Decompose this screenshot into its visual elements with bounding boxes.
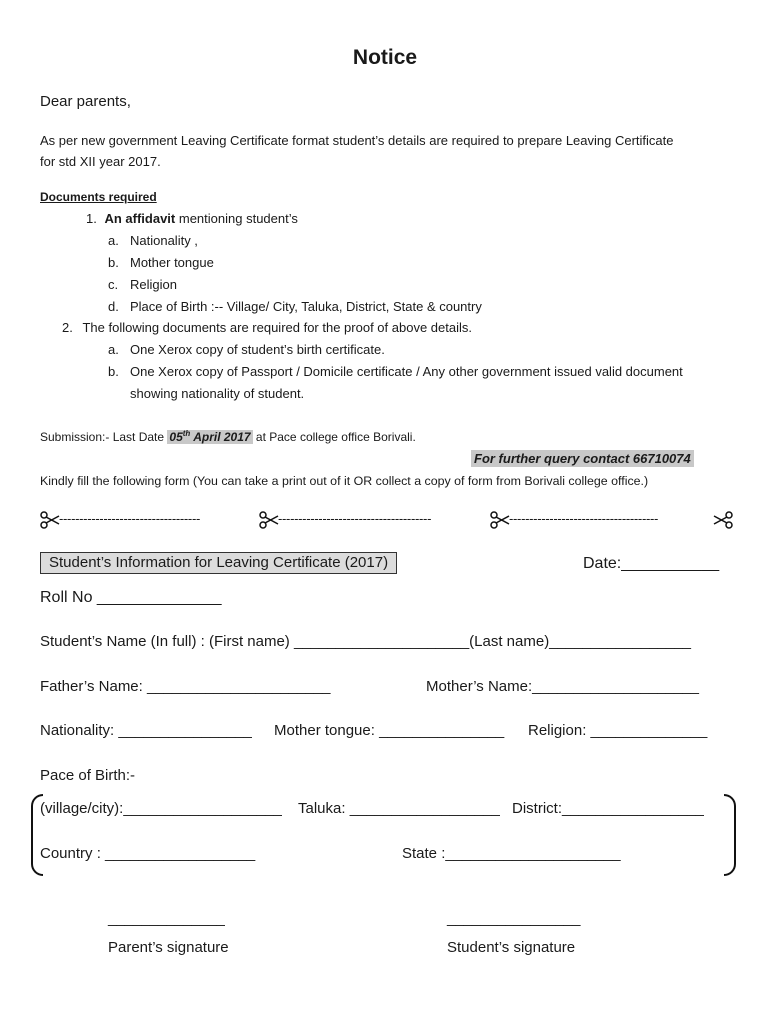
scissors-icon [259,510,279,530]
item-1-text: mentioning student’s [175,211,298,226]
country-field: Country : __________________ [40,845,256,862]
notice-title: Notice [352,46,418,69]
submission-line [40,429,416,444]
item-1-bold: An affidavit [104,211,176,226]
sub-text: One Xerox copy of student’s birth certificate. [130,342,385,357]
sub-item-1c [108,277,177,292]
village-city-field: (village/city):___________________ [40,800,282,817]
sub-text: One Xerox copy of Passport / Domicile certificate / Any other government issued valid document [130,364,683,379]
student-signature-line: ________________ [447,910,581,927]
date-suffix: th [182,429,191,438]
form-date: Date:___________ [583,555,720,572]
parent-signature-label: Parent’s signature [108,939,229,956]
sub-item-1b [108,255,214,270]
cut-dashes-2: -------------------------------------- [278,511,432,526]
student-name-field: Student’s Name (In full) : (First name) _____________________(Last name)_________________ [40,633,692,650]
scissors-icon [490,510,510,530]
place-of-birth-label: Pace of Birth:- [40,767,136,784]
sub-item-2b [108,364,683,379]
date-day: 05 [169,430,183,444]
query-contact: For further query contact 66710074 [471,450,694,467]
cut-dashes-3: ------------------------------------- [509,511,659,526]
submission-suffix: at Pace college office Borivali. [252,430,416,444]
intro-line-1: As per new government Leaving Certificate format student’s details are required to prepare Leaving Certificate [40,133,674,148]
district-field: District:_________________ [512,800,704,817]
mother-name-field: Mother’s Name:____________________ [426,678,699,695]
cut-dashes-1: ----------------------------------- [59,511,201,526]
sub-text: Place of Birth :-- Village/ City, Taluka, District, State & country [130,299,482,314]
state-field: State :_____________________ [402,845,621,862]
student-signature-label: Student’s signature [447,939,576,956]
item-1 [86,211,298,226]
religion-field: Religion: ______________ [528,722,708,739]
fill-note: Kindly fill the following form (You can take a print out of it OR collect a copy of form from Borivali college office.) [40,474,649,488]
scissors-icon [40,510,60,530]
date-month-year: April 2017 [190,430,251,444]
salutation: Dear parents, [40,93,131,110]
sub-text: Religion [130,277,177,292]
sub-item-1a [108,233,198,248]
nationality-field: Nationality: ________________ [40,722,252,739]
documents-heading: Documents required [40,190,157,204]
sub-letter: a. [108,233,119,248]
right-bracket [724,794,736,876]
sub-letter: b. [108,364,119,379]
intro-line-2: for std XII year 2017. [40,154,161,169]
form-header: Student’s Information for Leaving Certificate (2017) [40,552,397,574]
sub-letter: d. [108,299,119,314]
sub-text: Mother tongue [130,255,214,270]
taluka-field: Taluka: __________________ [298,800,500,817]
scissors-icon [713,510,733,530]
item-2-number: 2. [62,320,73,335]
father-name-field: Father’s Name: ______________________ [40,678,331,695]
sub-item-2b-continued: showing nationality of student. [130,386,305,401]
sub-letter: a. [108,342,119,357]
last-date [167,430,252,444]
sub-item-1d [108,299,482,314]
sub-item-2a [108,342,385,357]
parent-signature-line: ______________ [108,910,225,927]
roll-no-field: Roll No ______________ [40,589,222,606]
sub-letter: c. [108,277,119,292]
sub-text: Nationality , [130,233,198,248]
mother-tongue-field: Mother tongue: _______________ [274,722,505,739]
item-2 [62,320,472,335]
submission-prefix: Submission:- Last Date [40,430,168,444]
item-2-text: The following documents are required for the proof of above details. [82,320,472,335]
item-1-number: 1. [86,211,97,226]
sub-letter: b. [108,255,119,270]
